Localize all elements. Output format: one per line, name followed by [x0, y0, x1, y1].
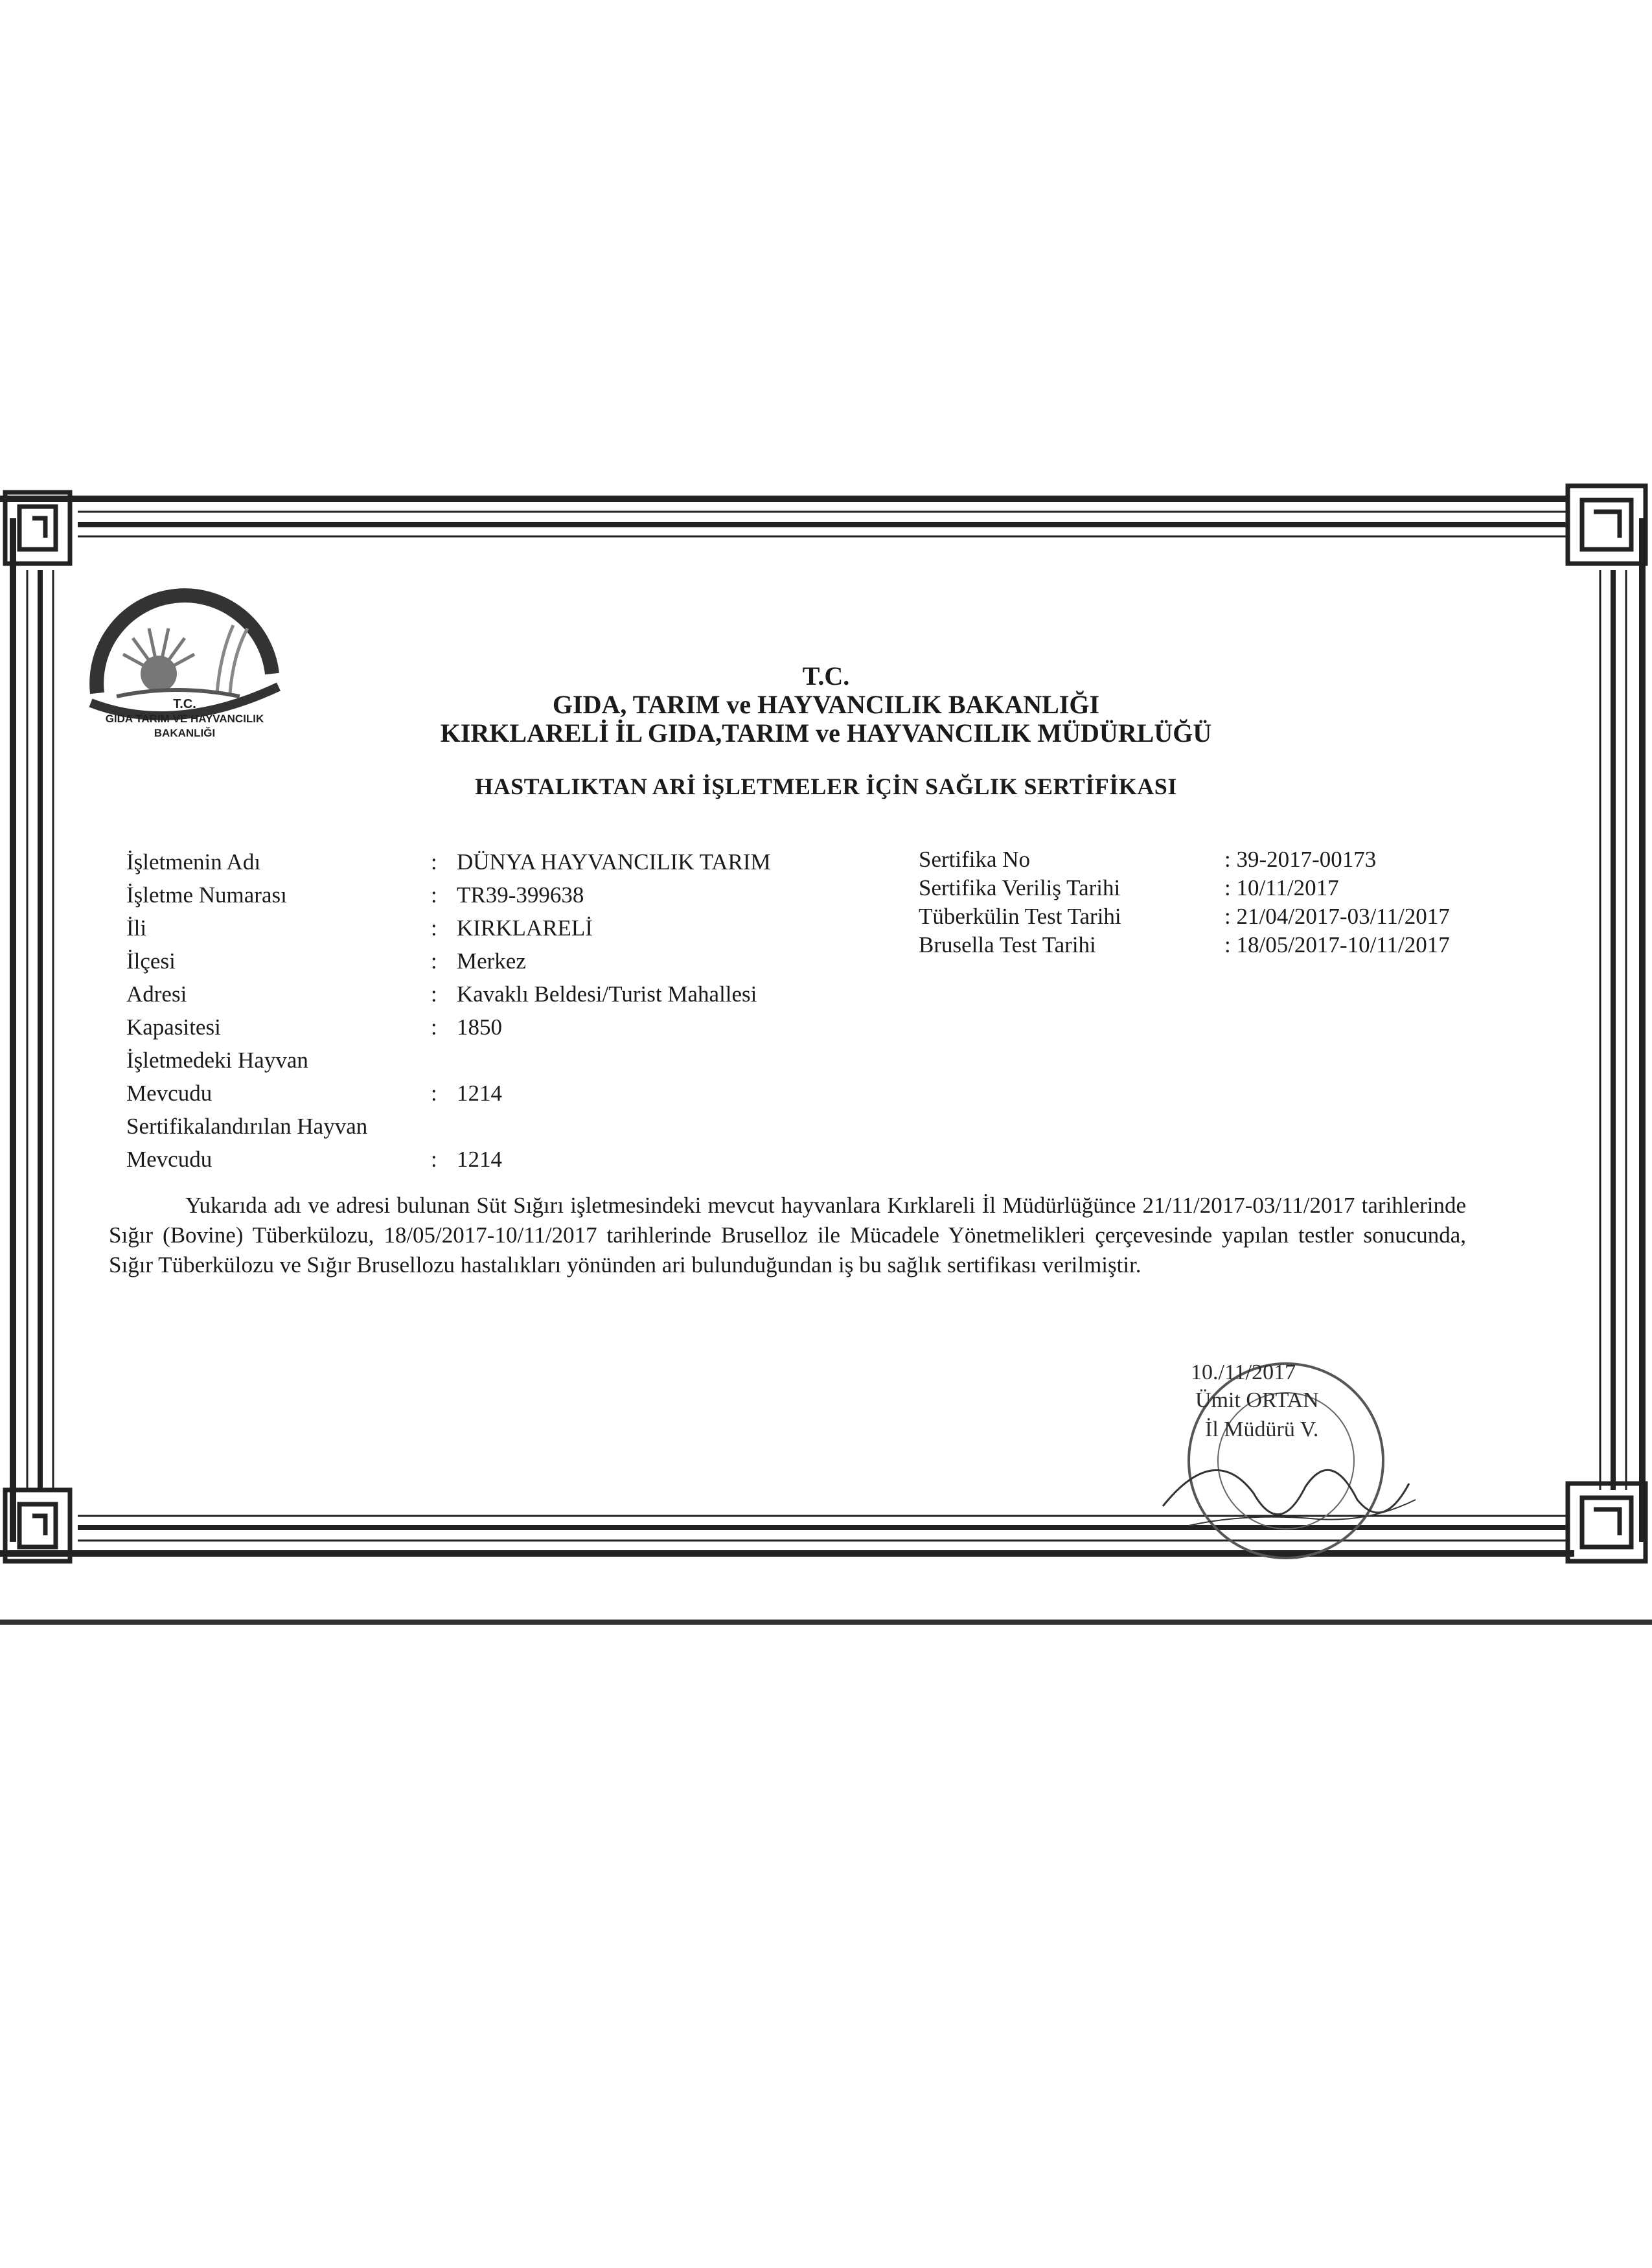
- enterprise-value: TR39-399638: [457, 882, 584, 908]
- enterprise-row: [126, 911, 839, 945]
- enterprise-info: [126, 845, 839, 1176]
- enterprise-row: [126, 1077, 839, 1110]
- certificate-label: Brusella Test Tarihi: [919, 932, 1096, 957]
- enterprise-colon: :: [431, 948, 437, 974]
- enterprise-label: İşletmedeki Hayvan: [126, 1048, 308, 1073]
- enterprise-colon: :: [431, 1014, 437, 1040]
- certificate-value: : 10/11/2017: [1224, 875, 1339, 900]
- certificate-row: [919, 845, 1534, 874]
- enterprise-row: [126, 945, 839, 978]
- enterprise-label: Kapasitesi: [126, 1014, 221, 1040]
- enterprise-row: [126, 845, 839, 878]
- header-directorate: KIRKLARELİ İL GIDA,TARIM ve HAYVANCILIK MÜDÜRLÜĞÜ: [440, 718, 1212, 748]
- logo-line-2: GIDA TARIM VE HAYVANCILIK: [105, 713, 264, 725]
- enterprise-colon: :: [431, 1147, 437, 1172]
- enterprise-row: [126, 978, 839, 1011]
- enterprise-colon: :: [431, 915, 437, 941]
- enterprise-value: DÜNYA HAYVANCILIK TARIM: [457, 849, 771, 875]
- enterprise-label: Mevcudu: [126, 1081, 212, 1106]
- enterprise-value: 1214: [457, 1081, 502, 1106]
- enterprise-value: KIRKLARELİ: [457, 915, 593, 941]
- enterprise-row: [126, 1110, 839, 1143]
- enterprise-label: Sertifikalandırılan Hayvan: [126, 1114, 368, 1139]
- certificate-value: : 18/05/2017-10/11/2017: [1224, 932, 1450, 957]
- certificate-label: Tüberkülin Test Tarihi: [919, 904, 1121, 929]
- enterprise-label: İlçesi: [126, 948, 176, 974]
- enterprise-label: İli: [126, 915, 147, 941]
- signatory-name: Ümit ORTAN: [1195, 1388, 1319, 1412]
- enterprise-label: İşletme Numarası: [126, 882, 287, 908]
- certificate-title: HASTALIKTAN ARİ İŞLETMELER İÇİN SAĞLIK SERTİFİKASI: [475, 773, 1177, 799]
- logo-line-3: BAKANLIĞI: [154, 727, 216, 739]
- enterprise-row: [126, 1044, 839, 1077]
- certificate-row: [919, 874, 1534, 902]
- enterprise-value: Kavaklı Beldesi/Turist Mahallesi: [457, 981, 757, 1007]
- certificate-row: [919, 931, 1534, 959]
- certificate-value: : 21/04/2017-03/11/2017: [1224, 904, 1450, 929]
- enterprise-label: Adresi: [126, 981, 187, 1007]
- enterprise-colon: :: [431, 882, 437, 908]
- enterprise-label: İşletmenin Adı: [126, 849, 261, 875]
- certificate-value: : 39-2017-00173: [1224, 847, 1377, 872]
- certificate-statement: [109, 1191, 1466, 1280]
- enterprise-colon: :: [431, 981, 437, 1007]
- certificate-label: Sertifika No: [919, 847, 1031, 872]
- signature-date: 10./11/2017: [1191, 1360, 1296, 1384]
- signatory-title: İl Müdürü V.: [1205, 1417, 1319, 1441]
- certificate-label: Sertifika Veriliş Tarihi: [919, 875, 1121, 900]
- enterprise-row: [126, 1011, 839, 1044]
- enterprise-label: Mevcudu: [126, 1147, 212, 1172]
- statement-text: Yukarıda adı ve adresi bulunan Süt Sığırı işletmesindeki mevcut hayvanlara Kırklareli İl Müdürlüğünce 21/11/2017-03/11/2017 tarihlerinde Sığır (Bovine) Tüberkülozu, 18/05/2017-10/11/2017 tarihlerinde Bruselloz ile Mücadele Yönetmelikleri çerçevesinde yapılan testler sonucunda, Sığır Tüberkülozu ve Sığır Brusellozu hastalıkları yönünden ari bulunduğundan iş bu sağlık sertifikası verilmiştir.: [109, 1193, 1466, 1277]
- enterprise-colon: :: [431, 1081, 437, 1106]
- enterprise-value: 1214: [457, 1147, 502, 1172]
- header-ministry: GIDA, TARIM ve HAYVANCILIK BAKANLIĞI: [552, 690, 1100, 719]
- logo-line-1: T.C.: [173, 697, 196, 711]
- certificate-row: [919, 902, 1534, 931]
- enterprise-value: Merkez: [457, 948, 526, 974]
- header-tc: T.C.: [802, 661, 850, 691]
- enterprise-row: [126, 1143, 839, 1176]
- enterprise-value: 1850: [457, 1014, 502, 1040]
- enterprise-row: [126, 878, 839, 911]
- enterprise-colon: :: [431, 849, 437, 875]
- certificate-info: [919, 845, 1534, 959]
- page-bottom-line: [0, 1620, 1652, 1625]
